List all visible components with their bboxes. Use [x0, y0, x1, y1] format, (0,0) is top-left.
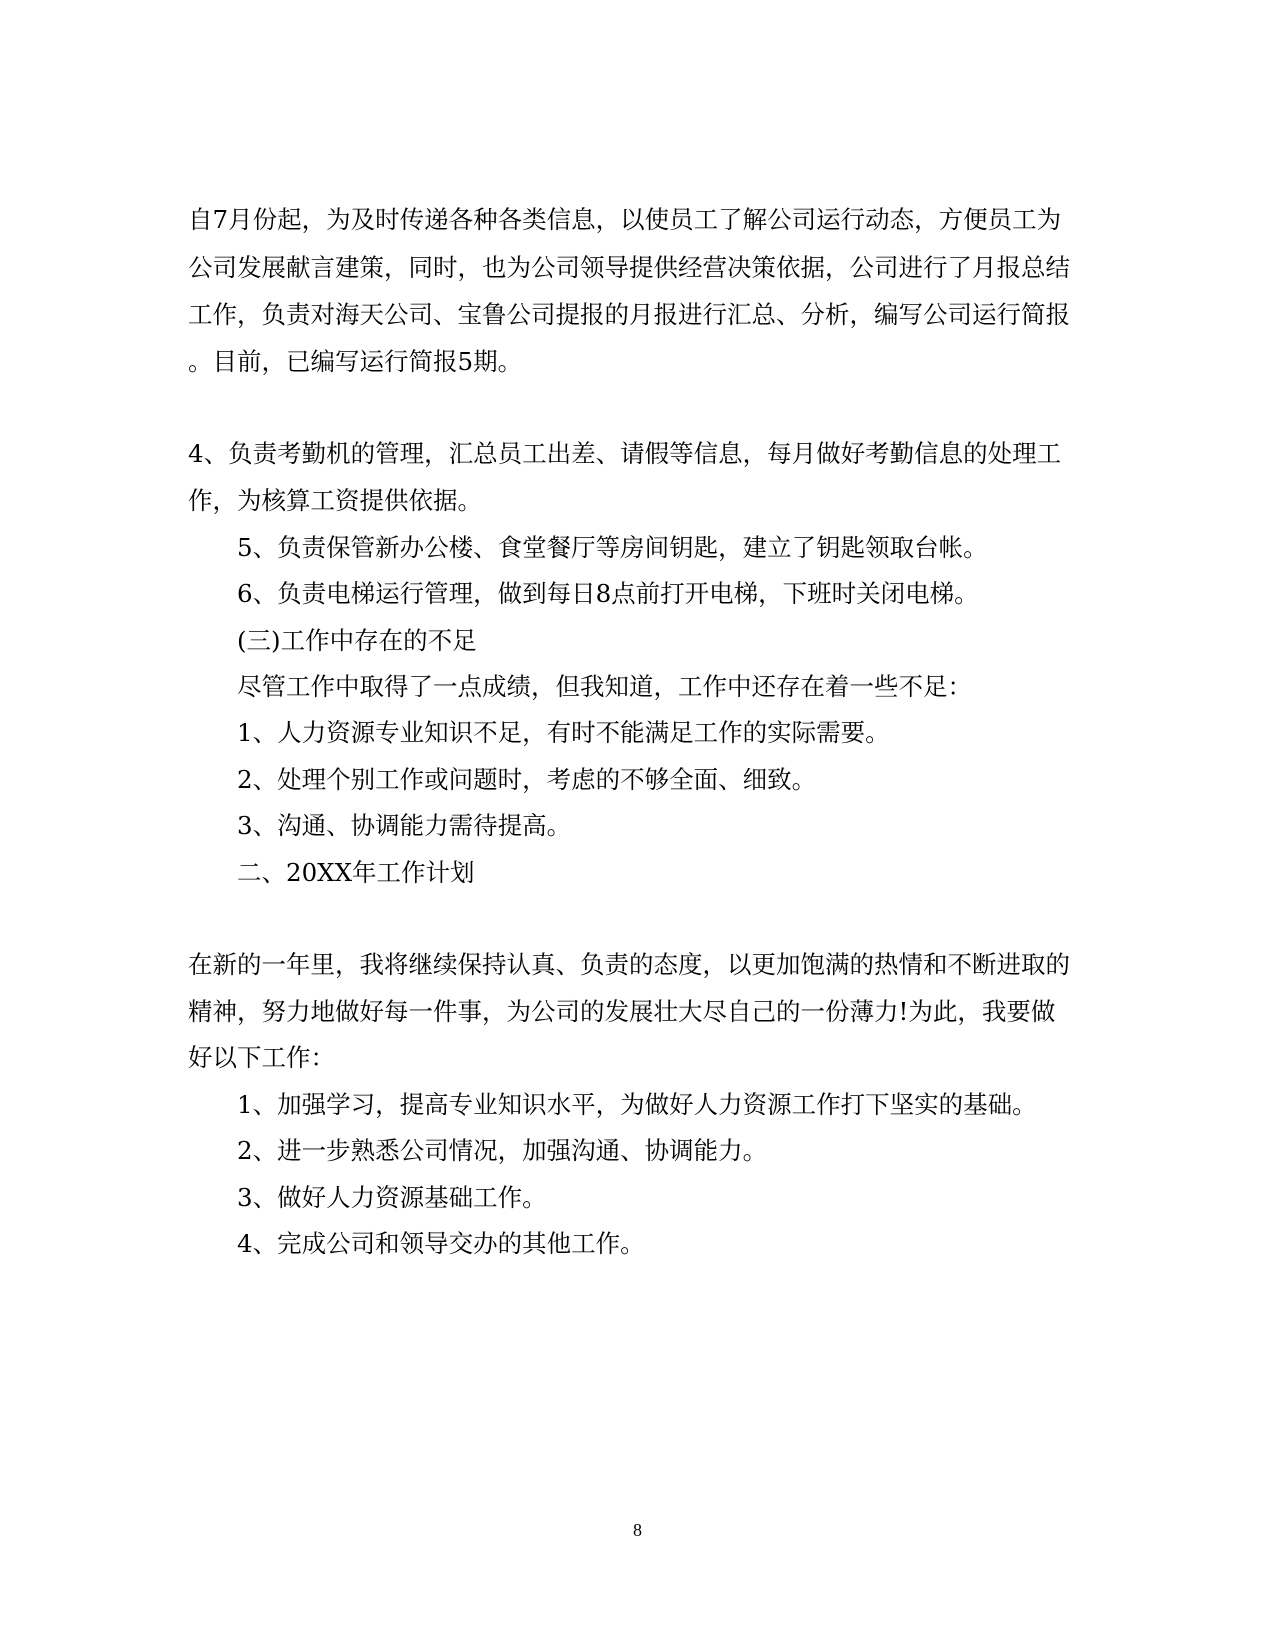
paragraph-2-line-2: 作，为核算工资提供依据。: [188, 486, 482, 515]
list-item: 2、处理个别工作或问题时，考虑的不够全面、细致。: [237, 765, 817, 794]
list-item: 5、负责保管新办公楼、食堂餐厅等房间钥匙，建立了钥匙领取台帐。: [237, 533, 988, 562]
paragraph-3-line-3: 好以下工作：: [188, 1043, 335, 1072]
list-item: 3、沟通、协调能力需待提高。: [237, 811, 572, 840]
list-item: 3、做好人力资源基础工作。: [237, 1183, 547, 1212]
list-item: 尽管工作中取得了一点成绩，但我知道，工作中还存在着一些不足：: [237, 672, 972, 701]
section-heading: (三)工作中存在的不足: [237, 626, 477, 655]
list-item: 2、进一步熟悉公司情况，加强沟通、协调能力。: [237, 1136, 768, 1165]
paragraph-1-line-2: 公司发展献言建策，同时，也为公司领导提供经营决策依据，公司进行了月报总结: [188, 253, 1070, 282]
paragraph-1-line-4: 。目前，已编写运行简报5期。: [188, 347, 523, 376]
paragraph-3-line-2: 精神，努力地做好每一件事，为公司的发展壮大尽自己的一份薄力!为此，我要做: [188, 997, 1056, 1026]
page-number: 8: [633, 1520, 642, 1540]
list-item: 1、加强学习，提高专业知识水平，为做好人力资源工作打下坚实的基础。: [237, 1090, 1037, 1119]
paragraph-1-line-3: 工作，负责对海天公司、宝鲁公司提报的月报进行汇总、分析，编写公司运行简报: [188, 300, 1070, 329]
list-item: 6、负责电梯运行管理，做到每日8点前打开电梯，下班时关闭电梯。: [237, 579, 979, 608]
paragraph-1-line-1: 自7月份起，为及时传递各种各类信息，以使员工了解公司运行动态，方便员工为: [188, 205, 1062, 234]
paragraph-2-line-1: 4、负责考勤机的管理，汇总员工出差、请假等信息，每月做好考勤信息的处理工: [188, 439, 1062, 468]
list-item: 1、人力资源专业知识不足，有时不能满足工作的实际需要。: [237, 718, 890, 747]
paragraph-3-line-1: 在新的一年里，我将继续保持认真、负责的态度，以更加饱满的热情和不断进取的: [188, 950, 1070, 979]
list-item: 4、完成公司和领导交办的其他工作。: [237, 1229, 645, 1258]
section-heading: 二、20XX年工作计划: [237, 858, 475, 887]
